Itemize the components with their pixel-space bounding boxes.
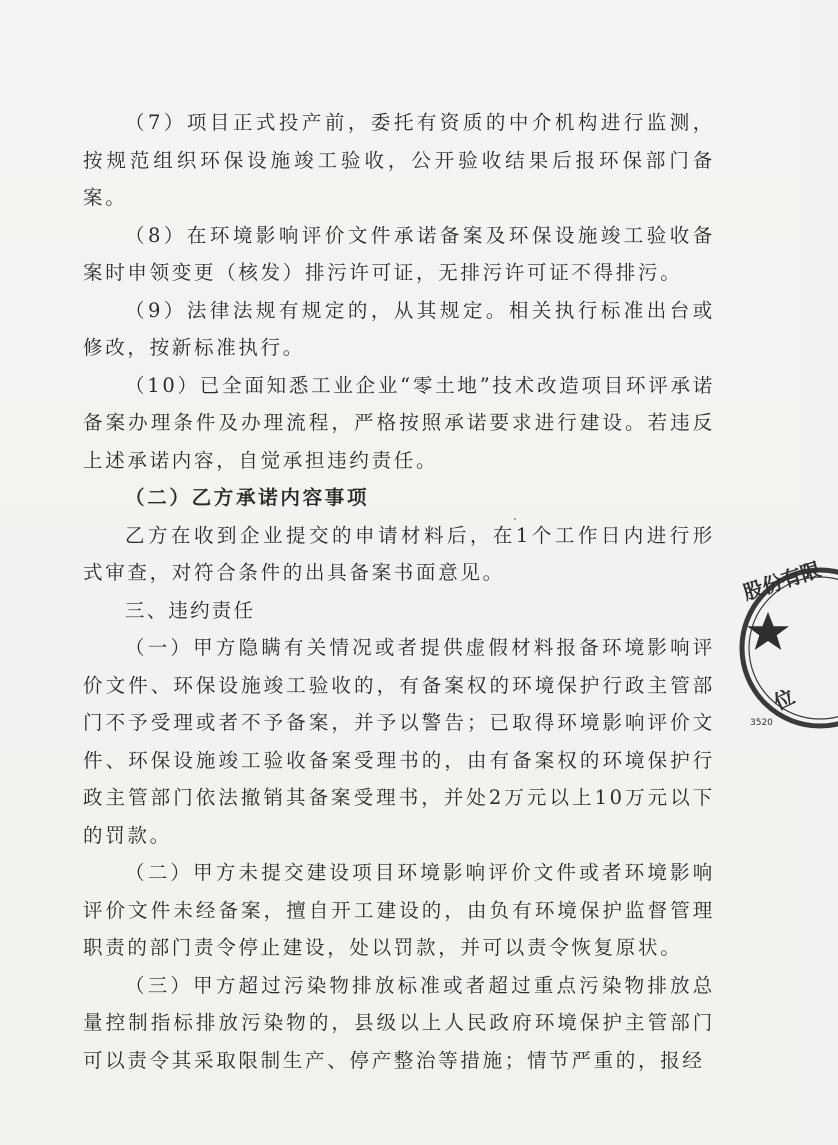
liability-clause-3: （三）甲方超过污染物排放标准或者超过重点污染物排放总量控制指标排放污染物的，县级以上人民政府环境保护主管部门可以责令其采取限制生产、停产整治等措施；情节严重的，报经 [83, 973, 715, 1072]
section-heading-party-b: （二）乙方承诺内容事项 [125, 486, 370, 509]
seal-text-bottom: 位 [769, 684, 799, 715]
seal-number: 3520 [750, 718, 773, 728]
clause-9: （9）法律法规有规定的，从其规定。相关执行标准出台或修改，按新标准执行。 [83, 298, 715, 359]
party-b-commitment: 乙方在收到企业提交的申请材料后，在1个工作日内进行形式审查，对符合条件的出具备案书面意见。 [83, 523, 715, 584]
liability-clause-1: （一）甲方隐瞒有关情况或者提供虚假材料报备环境影响评价文件、环保设施竣工验收的，有备案权的环境保护行政主管部门不予受理或者不予备案，并予以警告；已取得环境影响评价文件、环保设施竣工验收备案受理书的，由有备案权的环境保护行政主管部门依法撤销其备案受理书，并处2万元以上10万元以下的罚款。 [83, 636, 715, 847]
company-seal [728, 557, 838, 740]
clause-7: （7）项目正式投产前，委托有资质的中介机构进行监测，按规范组织环保设施竣工验收，公开验收结果后报环保部门备案。 [83, 111, 715, 209]
seal-star-icon [747, 612, 789, 650]
clause-10: （10）已全面知悉工业企业“零土地”技术改造项目环评承诺备案办理条件及办理流程，严格按照承诺要求进行建设。若违反上述承诺内容，自觉承担违约责任。 [83, 373, 715, 472]
section-heading-liability: 三、违约责任 [125, 598, 256, 622]
scan-speck [514, 518, 516, 520]
seal-text: 股份有限 [740, 557, 824, 605]
liability-clause-2: （二）甲方未提交建设项目环境影响评价文件或者环境影响评价文件未经备案，擅自开工建设的，由负有环境保护监督管理职责的部门责令停止建设，处以罚款，并可以责令恢复原状。 [83, 861, 715, 959]
document-body [83, 104, 715, 1079]
clause-8: （8）在环境影响评价文件承诺备案及环保设施竣工验收备案时申领变更（核发）排污许可证，无排污许可证不得排污。 [83, 223, 715, 284]
